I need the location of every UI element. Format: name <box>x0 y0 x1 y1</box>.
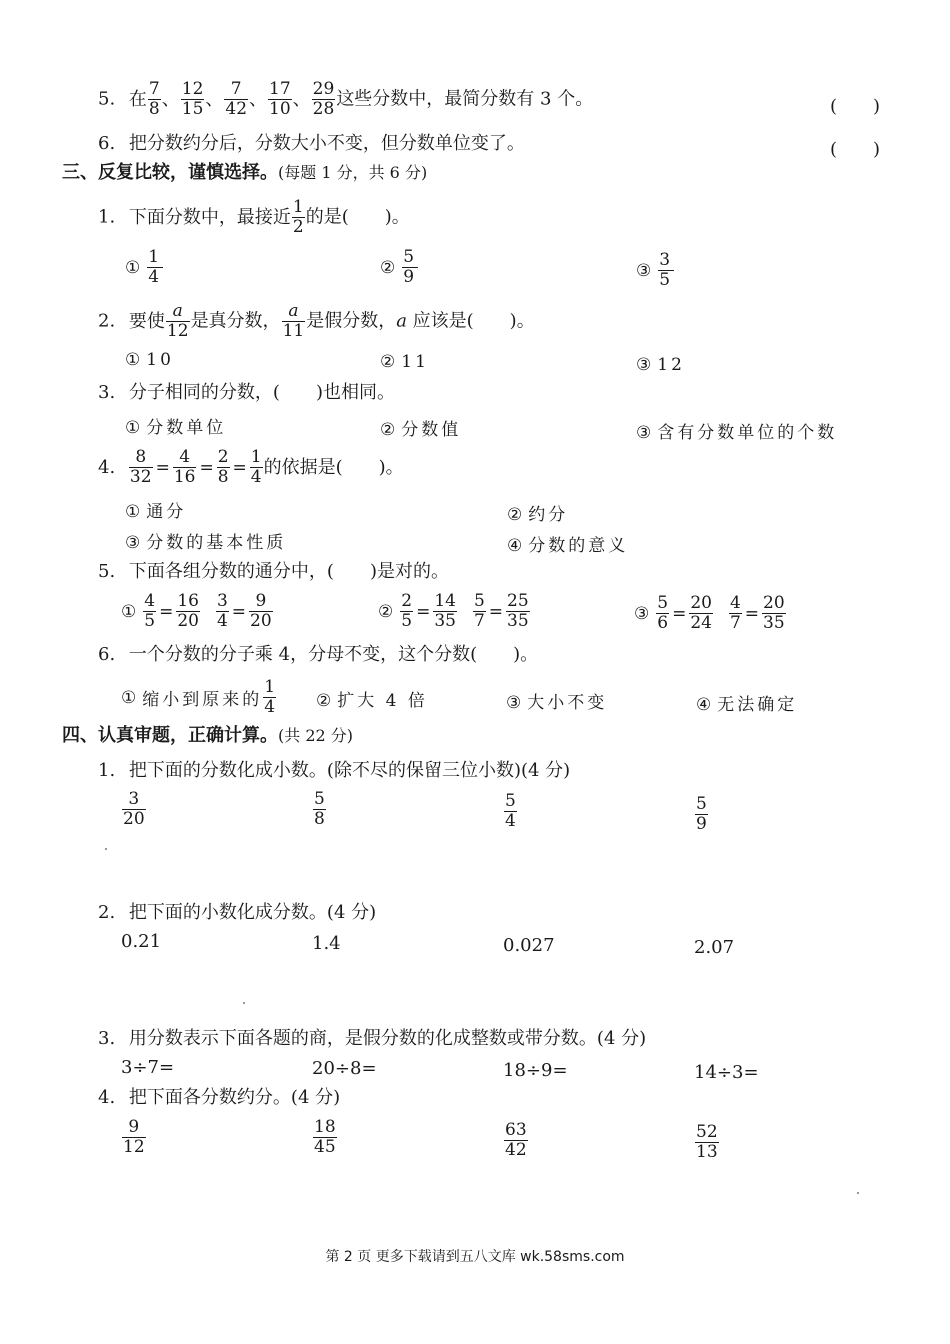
item-number: 5. <box>98 88 116 110</box>
option-text: 缩小到原来的 <box>142 690 263 710</box>
s4-q4 <box>98 1087 340 1109</box>
fraction: $\frac{3}{4}$ <box>216 591 228 631</box>
option-mark: ① <box>125 350 141 370</box>
s4-q2 <box>98 902 376 924</box>
option-text: 无法确定 <box>717 695 798 715</box>
s4-q4-item-4 <box>694 1123 720 1162</box>
item-text: 分子相同的分数，( )也相同。 <box>128 382 395 403</box>
option-mark: ② <box>378 601 394 622</box>
option-2[interactable] <box>380 415 461 440</box>
option-mark: ② <box>380 352 396 372</box>
fraction: $\frac{16}{20}$ <box>177 591 199 631</box>
option-text: 分数的意义 <box>528 536 629 556</box>
option-text: 分数单位 <box>146 418 227 438</box>
s3-q4 <box>98 448 404 487</box>
fraction: $\frac{18}{45}$ <box>314 1117 336 1157</box>
section3-heading <box>62 162 427 184</box>
s4-q4-item-1 <box>121 1118 147 1157</box>
option-1[interactable] <box>125 497 186 522</box>
item-text: 把下面的分数化成小数。(除不尽的保留三位小数)(4 分) <box>128 760 571 781</box>
option-text: 大小不变 <box>527 693 608 713</box>
option-mark: ③ <box>636 423 652 443</box>
option-3[interactable] <box>636 251 675 290</box>
fraction: $\frac{1}{4}$ <box>264 677 276 717</box>
s4-q4-item-3 <box>503 1121 529 1160</box>
item-text-pre: 要使 <box>128 310 165 332</box>
fraction: $\frac{3}{20}$ <box>123 789 145 829</box>
q2-item6 <box>98 133 525 155</box>
item-text-post: 这些分数中，最简分数有 3 个。 <box>336 88 594 110</box>
option-4[interactable] <box>507 531 628 556</box>
page-footer: 第 2 页 更多下载请到五八文库 wk.58sms.com <box>325 1249 625 1265</box>
option-text: 12 <box>657 355 685 375</box>
s4-q1-item-4 <box>694 795 709 834</box>
option-text: 10 <box>146 350 174 370</box>
fraction: $\frac{52}{13}$ <box>696 1122 718 1162</box>
section-title: 四、认真审题，正确计算。 <box>62 725 278 746</box>
item-number: 3. <box>98 382 116 403</box>
option-text: 扩大 4 倍 <box>337 691 428 711</box>
answer-paren[interactable]: ( ) <box>830 139 881 160</box>
equals: = <box>744 603 760 624</box>
item-text-post: 的是( )。 <box>305 206 410 228</box>
option-mark: ② <box>380 420 396 440</box>
s4-q1-item-1 <box>121 790 147 829</box>
section-note: (共 22 分) <box>278 726 354 745</box>
variable: a <box>396 310 407 332</box>
item-number: 4. <box>98 1087 116 1108</box>
option-text: 约分 <box>528 505 569 525</box>
fraction: $\frac{9}{20}$ <box>250 591 272 631</box>
option-3[interactable] <box>634 594 787 633</box>
equals: = <box>232 457 247 478</box>
separator: 、 <box>249 88 268 110</box>
fraction: $\frac{4}{5}$ <box>144 591 156 631</box>
fraction: $\frac{5}{8}$ <box>314 789 325 829</box>
fraction: $\frac{4}{7}$ <box>729 593 741 633</box>
equals: = <box>416 601 431 622</box>
option-2[interactable] <box>316 686 428 711</box>
separator: 、 <box>205 88 224 110</box>
option-mark: ① <box>125 257 141 278</box>
option-3[interactable] <box>636 355 685 375</box>
section-title: 三、反复比较，谨慎选择。 <box>62 162 278 183</box>
option-2[interactable] <box>380 248 419 287</box>
item-text-pre: 在 <box>128 88 147 110</box>
item-text: 一个分数的分子乘 4，分母不变，这个分数( )。 <box>128 644 539 665</box>
s4-q2-item-4: 2.07 <box>694 937 735 958</box>
fraction: $\frac{a}{12}$ <box>166 301 189 341</box>
fraction: $\frac{3}{5}$ <box>659 250 674 290</box>
fraction: $\frac{5}{6}$ <box>657 593 669 633</box>
option-1[interactable] <box>125 413 226 438</box>
option-3[interactable] <box>636 418 837 443</box>
item-text-pre: 下面分数中，最接近 <box>128 206 291 228</box>
option-mark: ③ <box>125 533 141 553</box>
item-number: 1. <box>98 760 116 781</box>
option-text: 含有分数单位的个数 <box>657 423 838 443</box>
option-mark: ③ <box>636 355 652 375</box>
s4-q3-item-2: 20÷8= <box>312 1058 377 1079</box>
s4-q3-item-4: 14÷3= <box>694 1062 759 1083</box>
option-1[interactable] <box>125 350 174 370</box>
fraction: $\frac{14}{35}$ <box>434 591 456 631</box>
option-2[interactable] <box>507 500 568 525</box>
s4-q3 <box>98 1028 646 1050</box>
equals: = <box>672 603 687 624</box>
s4-q1-item-3 <box>503 792 518 831</box>
option-mark: ② <box>316 691 332 711</box>
option-mark: ④ <box>507 536 523 556</box>
s4-q1-item-2 <box>312 790 327 829</box>
fraction: $\frac{2}{5}$ <box>401 591 413 631</box>
item-number: 5. <box>98 561 116 582</box>
fraction: $\frac{8}{32}$ <box>129 447 152 487</box>
item-text: 下面各组分数的通分中，( )是对的。 <box>128 561 449 582</box>
fraction: $\frac{17}{10}$ <box>269 79 291 119</box>
option-mark: ③ <box>636 260 652 281</box>
option-1[interactable] <box>121 592 274 631</box>
s4-q2-item-3: 0.027 <box>503 935 555 956</box>
option-mark: ② <box>507 505 523 525</box>
option-2[interactable] <box>380 352 429 372</box>
scan-speck <box>243 1002 245 1004</box>
option-mark: ② <box>380 257 396 278</box>
fraction: $\frac{25}{35}$ <box>507 591 529 631</box>
option-mark: ① <box>121 601 137 622</box>
option-text: 分数值 <box>401 420 462 440</box>
equals: = <box>488 601 504 622</box>
item-text: 把分数约分后，分数大小不变，但分数单位变了。 <box>128 133 525 154</box>
s4-q4-item-2 <box>312 1118 338 1157</box>
s4-q2-item-2: 1.4 <box>312 933 341 954</box>
scan-speck <box>105 848 107 850</box>
s4-q3-item-3: 18÷9= <box>503 1060 568 1081</box>
option-4[interactable] <box>696 690 797 715</box>
s3-q6 <box>98 644 538 666</box>
section4-heading <box>62 725 353 747</box>
option-text: 通分 <box>146 502 187 522</box>
option-mark: ④ <box>696 695 712 715</box>
fraction: $\frac{a}{11}$ <box>282 301 305 341</box>
fraction: $\frac{20}{35}$ <box>763 593 785 633</box>
option-3[interactable] <box>125 528 286 553</box>
item-text: 把下面的小数化成分数。(4 分) <box>128 902 377 923</box>
option-text: 分数的基本性质 <box>146 533 287 553</box>
item-number: 6. <box>98 133 116 154</box>
s3-q1 <box>98 198 410 237</box>
option-mark: ③ <box>506 693 522 713</box>
fraction: $\frac{7}{42}$ <box>225 79 248 119</box>
item-text-mid: 是假分数， <box>306 310 397 332</box>
s3-q2 <box>98 302 535 341</box>
separator: 、 <box>292 88 311 110</box>
option-2[interactable] <box>378 592 531 631</box>
option-1[interactable] <box>121 678 277 717</box>
fraction: $\frac{1}{4}$ <box>250 447 262 487</box>
item-text: 把下面各分数约分。(4 分) <box>128 1087 341 1108</box>
item-number: 6. <box>98 644 116 665</box>
fraction: $\frac{20}{24}$ <box>690 593 712 633</box>
option-text: 11 <box>401 352 429 372</box>
item-text-mid: 是真分数， <box>190 310 281 332</box>
option-mark: ① <box>125 502 141 522</box>
fraction: $\frac{1}{4}$ <box>148 247 163 287</box>
separator: 、 <box>161 88 180 110</box>
fraction: $\frac{5}{4}$ <box>505 791 516 831</box>
fraction: $\frac{12}{15}$ <box>181 79 204 119</box>
option-mark: ③ <box>634 603 650 624</box>
fraction: $\frac{29}{28}$ <box>312 79 335 119</box>
equals: = <box>199 457 214 478</box>
option-1[interactable] <box>125 248 164 287</box>
equals: = <box>231 601 247 622</box>
fraction: $\frac{2}{8}$ <box>217 447 229 487</box>
item-text: 用分数表示下面各题的商，是假分数的化成整数或带分数。(4 分) <box>128 1028 647 1049</box>
s4-q1 <box>98 760 570 782</box>
q2-item5 <box>98 80 593 119</box>
answer-paren[interactable]: ( ) <box>830 96 881 117</box>
fraction: $\frac{9}{12}$ <box>123 1117 145 1157</box>
item-number: 3. <box>98 1028 116 1049</box>
fraction: $\frac{7}{8}$ <box>148 79 160 119</box>
item-number: 4. <box>98 456 116 478</box>
option-mark: ① <box>125 418 141 438</box>
fraction: $\frac{5}{9}$ <box>403 247 418 287</box>
fraction: $\frac{5}{9}$ <box>696 794 707 834</box>
s4-q3-item-1: 3÷7= <box>121 1057 175 1078</box>
item-number: 2. <box>98 310 116 332</box>
s3-q5 <box>98 561 449 583</box>
item-number: 2. <box>98 902 116 923</box>
s3-q3 <box>98 382 395 404</box>
item-number: 1. <box>98 206 116 228</box>
scan-speck <box>857 1192 859 1194</box>
item-text-post: 应该是( )。 <box>406 310 535 332</box>
fraction: $\frac{63}{42}$ <box>505 1120 527 1160</box>
equals: = <box>155 457 170 478</box>
fraction: $\frac{5}{7}$ <box>473 591 485 631</box>
equals: = <box>159 601 174 622</box>
fraction: $\frac{1}{2}$ <box>292 197 304 237</box>
section-note: (每题 1 分，共 6 分) <box>278 163 428 182</box>
option-mark: ① <box>121 687 137 708</box>
fraction: $\frac{4}{16}$ <box>173 447 196 487</box>
option-3[interactable] <box>506 688 607 713</box>
s4-q2-item-1: 0.21 <box>121 931 162 952</box>
item-text-post: 的依据是( )。 <box>263 456 404 478</box>
